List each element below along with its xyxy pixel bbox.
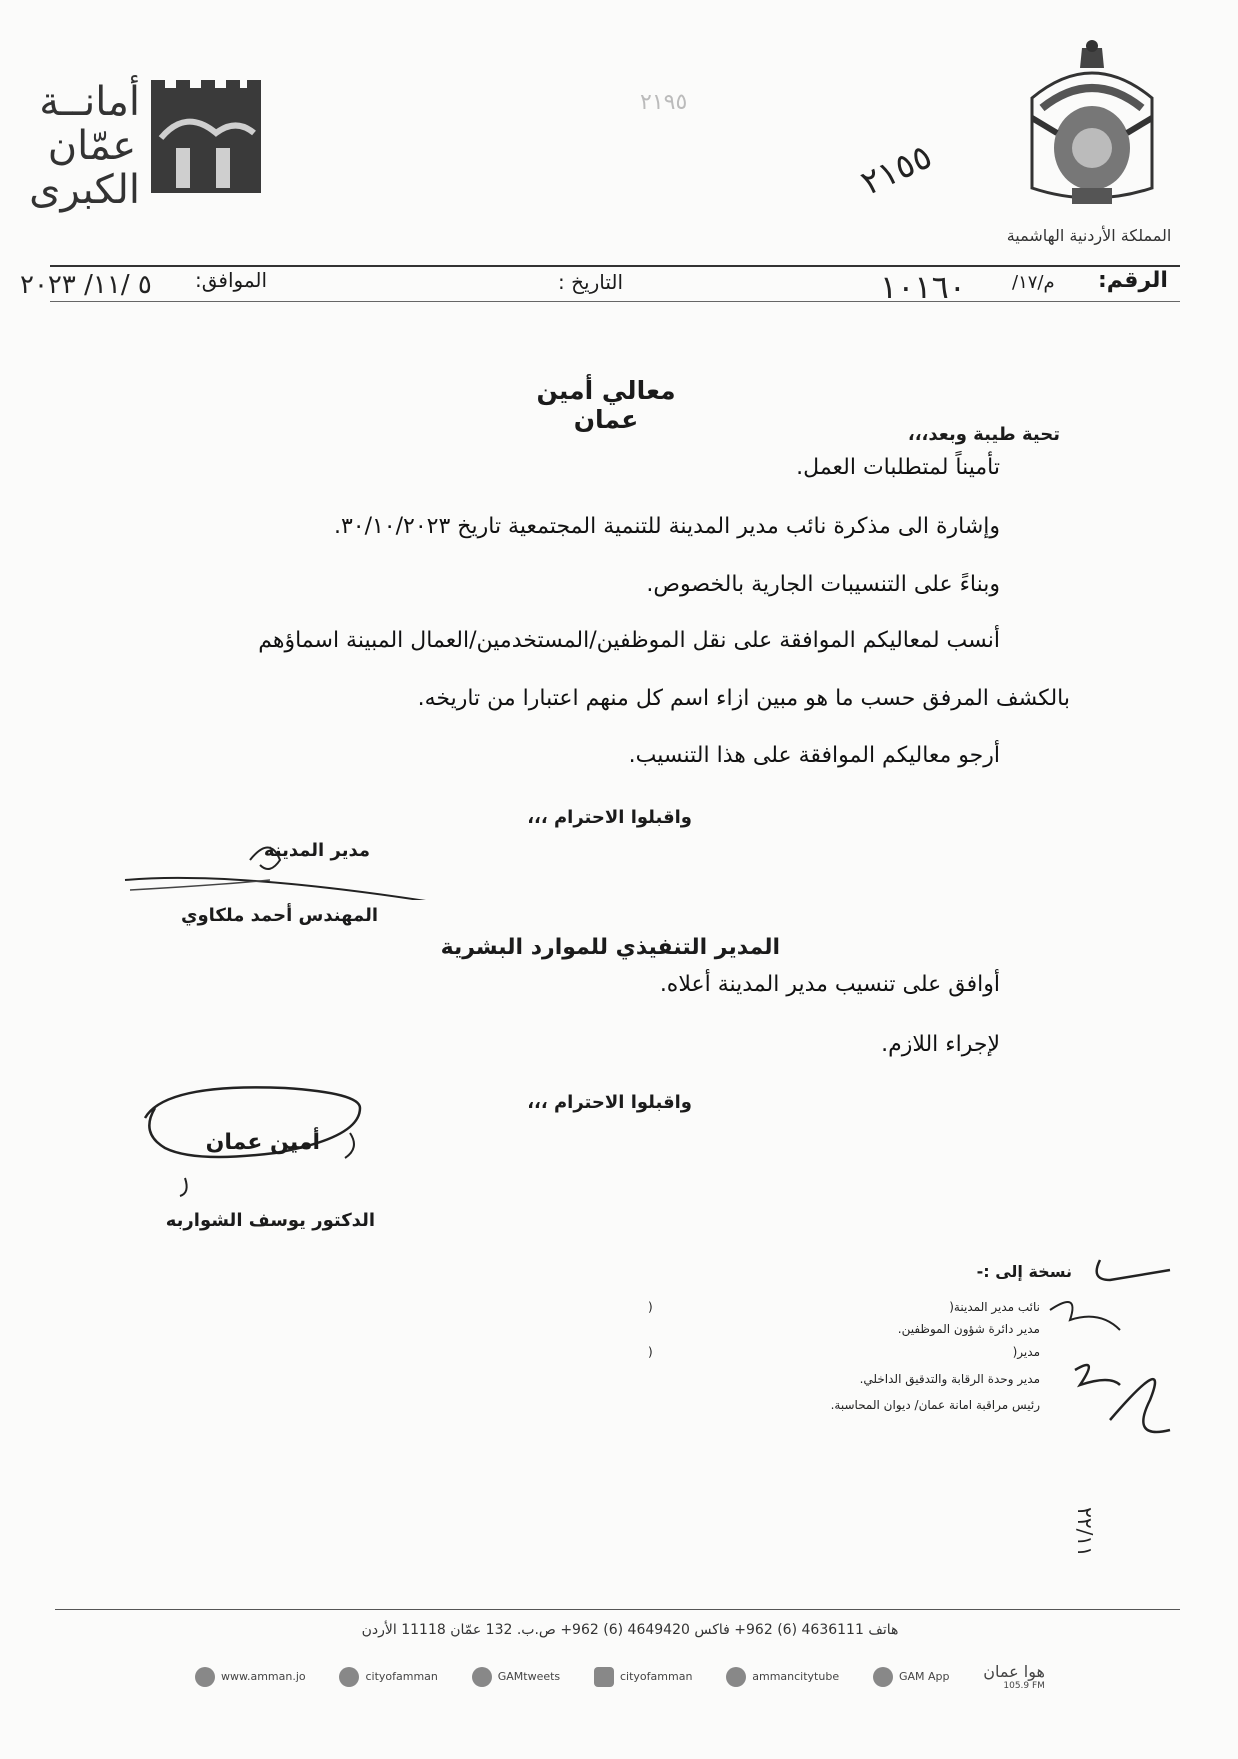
copy-item-5: رئيس مراقبة امانة عمان/ ديوان المحاسبة. <box>830 1398 1040 1412</box>
gam-app-label: GAM App <box>898 1670 950 1683</box>
agreed-label: الموافق: <box>195 268 268 292</box>
kingdom-name: المملكة الأردنية الهاشمية <box>1006 226 1172 245</box>
handwritten-reference-top-faint: ٢١٩٥ <box>640 90 688 115</box>
letter-line-2: وإشارة الى مذكرة نائب مدير المدينة للتنمية المجتمعية تاريخ ٣٠/١٠/٢٠٢٣. <box>333 514 1000 539</box>
letter-line-5: بالكشف المرفق حسب ما هو مبين ازاء اسم كل منهم اعتبارا من تاريخه. <box>417 686 1070 711</box>
youtube-label: ammancitytube <box>752 1670 840 1683</box>
municipality-name <box>29 79 140 213</box>
gam-app-link[interactable] <box>873 1667 950 1687</box>
handwritten-reference-top: ٢١٥٥ <box>854 136 939 204</box>
approval-line-2: لإجراء اللازم. <box>881 1032 1000 1057</box>
instagram-label: cityofamman <box>620 1670 693 1683</box>
facebook-icon <box>339 1667 359 1687</box>
date-label: التاريخ : <box>558 270 624 294</box>
greeting: تحية طيبة وبعد،،، <box>907 424 1060 445</box>
instagram-link[interactable] <box>594 1667 692 1687</box>
facebook-label: cityofamman <box>365 1670 438 1683</box>
youtube-icon <box>726 1667 746 1687</box>
agreed-date-handwritten: ٥ /١١/ ٢٠٢٣ <box>20 270 152 300</box>
mayor-title: أمين عمان <box>205 1130 320 1155</box>
radio-link[interactable] <box>983 1662 1045 1691</box>
initials-signatures <box>1030 1250 1190 1450</box>
facebook-link[interactable] <box>339 1667 437 1687</box>
footer-links <box>195 1662 1045 1691</box>
margin-note: ٢٢/١١ <box>1072 1507 1097 1557</box>
city-manager-title: مدير المدينة <box>263 840 370 861</box>
approval-heading: المدير التنفيذي للموارد البشرية <box>440 935 780 960</box>
website-label: www.amman.jo <box>221 1670 306 1683</box>
twitter-link[interactable] <box>472 1667 560 1687</box>
footer-contact: هاتف 4636111 (6) 962+ فاكس 4649420 (6) 962+ ص.ب. 132 عمّان 11118 الأردن <box>361 1622 899 1638</box>
municipality-name-line-3: الكبرى <box>29 167 140 213</box>
copies-label: نسخة إلى :- <box>976 1262 1072 1281</box>
header-divider <box>50 265 1180 267</box>
youtube-link[interactable] <box>726 1667 839 1687</box>
letter-line-6: أرجو معاليكم الموافقة على هذا التنسيب. <box>628 743 1000 768</box>
copy-paren-1: ) <box>648 1300 653 1314</box>
municipality-name-line-2: عمّان <box>47 123 137 169</box>
instagram-icon <box>594 1667 614 1687</box>
website-link[interactable] <box>195 1667 306 1687</box>
municipality-name-line-1: أمانــة <box>39 79 140 125</box>
copy-item-1: نائب مدير المدينة( <box>949 1300 1040 1314</box>
amman-municipality-logo <box>146 78 266 198</box>
number-label: الرقم: <box>1098 268 1168 293</box>
twitter-icon <box>472 1667 492 1687</box>
letter-line-4: أنسب لمعاليكم الموافقة على نقل الموظفين/المستخدمين/العمال المبينة اسماؤهم <box>258 628 1000 653</box>
copy-item-2: مدير دائرة شؤون الموظفين. <box>897 1322 1040 1336</box>
mayor-name: الدكتور يوسف الشواربه <box>165 1210 375 1231</box>
city-manager-signature <box>120 830 480 900</box>
radio-frequency: 105.9 FM <box>1003 1681 1045 1691</box>
number-value: م/١٧/ <box>1012 272 1055 293</box>
letter-line-1: تأميناً لمتطلبات العمل. <box>796 455 1000 480</box>
copy-item-4: مدير وحدة الرقابة والتدقيق الداخلي. <box>859 1372 1040 1386</box>
salutation: معالي أمين عمان <box>536 376 676 434</box>
letter-closing: واقبلوا الاحترام ،،، <box>527 807 692 828</box>
apple-icon <box>873 1667 893 1687</box>
city-manager-name: المهندس أحمد ملكاوي <box>180 905 378 926</box>
approval-line-1: أوافق على تنسيب مدير المدينة أعلاه. <box>659 972 1000 997</box>
approval-closing: واقبلوا الاحترام ،،، <box>527 1092 692 1113</box>
letter-line-3: وبناءً على التنسيبات الجارية بالخصوص. <box>646 572 1000 597</box>
copy-paren-2: ) <box>648 1345 653 1359</box>
globe-icon <box>195 1667 215 1687</box>
radio-name: هوا عمان <box>983 1662 1045 1681</box>
jordan-crest-emblem <box>1012 38 1172 218</box>
number-handwritten: ١٠١٦٠ <box>880 268 966 306</box>
footer-divider <box>55 1609 1180 1610</box>
copy-item-3: مدير( <box>1012 1345 1040 1359</box>
twitter-label: GAMtweets <box>497 1670 561 1683</box>
header-divider-lower <box>50 301 1180 302</box>
